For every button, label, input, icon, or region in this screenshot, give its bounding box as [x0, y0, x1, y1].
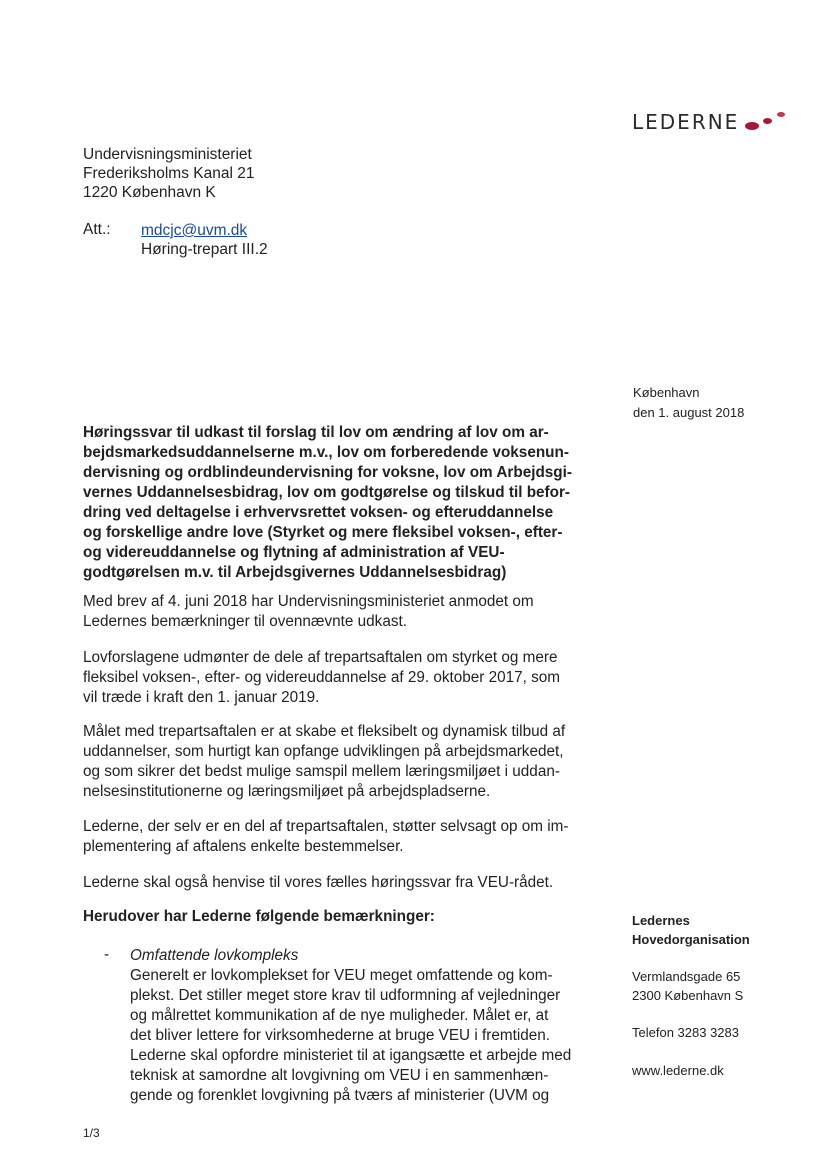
- paragraph-1: [83, 592, 583, 632]
- title-line: Høringssvar til udkast til forslag til lov om ændring af lov om ar-: [83, 424, 549, 441]
- bullet-marker: -: [104, 946, 110, 963]
- page-number: 1/3: [83, 1126, 100, 1140]
- text-line: det bliver lettere for virksomhederne at bruge VEU i fremtiden.: [130, 1027, 551, 1044]
- dateline: [633, 383, 744, 423]
- sidebar-street: Vermlandsgade 65: [632, 969, 741, 984]
- title-line: og videreuddannelse og flytning af administration af VEU-: [83, 544, 505, 561]
- logo-dots-icon: [743, 110, 791, 134]
- text-line: vil træde i kraft den 1. januar 2019.: [83, 689, 320, 706]
- text-line: Lovforslagene udmønter de dele af trepartsaftalen om styrket og mere: [83, 649, 558, 666]
- logo-wordmark: LEDERNE: [632, 110, 740, 134]
- lederne-logo: [632, 110, 791, 134]
- title-line: dervisning og ordblindeundervisning for voksne, lov om Arbejdsgi-: [83, 464, 572, 481]
- text-line: Med brev af 4. juni 2018 har Undervisningsministeriet anmodet om: [83, 593, 534, 610]
- text-line: og som sikrer det bedst mulige samspil mellem læringsmiljøet i uddan-: [83, 763, 560, 780]
- text-line: fleksibel voksen-, efter- og videreuddannelse af 29. oktober 2017, som: [83, 669, 561, 686]
- text-line: Lederne skal også henvise til vores fælles høringssvar fra VEU-rådet.: [83, 874, 554, 891]
- dateline-date: den 1. august 2018: [633, 405, 745, 420]
- text-line: plekst. Det stiller meget store krav til udformning af vejledninger: [130, 987, 561, 1004]
- dateline-city: København: [633, 385, 700, 400]
- bullet-heading: Omfattende lovkompleks: [130, 947, 299, 964]
- att-email-link[interactable]: mdcjc@uvm.dk: [141, 222, 248, 239]
- att-label: Att.:: [83, 221, 111, 238]
- text-line: uddannelser, som hurtigt kan opfange udviklingen på arbejdsmarkedet,: [83, 743, 564, 760]
- sidebar-organisation: [632, 911, 822, 949]
- subheading: Herudover har Lederne følgende bemærkninger:: [83, 908, 435, 925]
- org-name-line: Hovedorganisation: [632, 932, 750, 947]
- text-line: Ledernes bemærkninger til ovennævnte udkast.: [83, 613, 407, 630]
- text-line: og målrettet kommunikation af de nye muligheder. Målet er, at: [130, 1007, 549, 1024]
- text-line: Målet med trepartsaftalen er at skabe et fleksibelt og dynamisk tilbud af: [83, 723, 566, 740]
- att-details: [141, 221, 268, 259]
- recipient-address: [83, 145, 254, 202]
- text-line: nelsesinstitutionerne og læringsmiljøet på arbejdspladserne.: [83, 783, 491, 800]
- title-line: bejdsmarkedsuddannelserne m.v., lov om forberedende voksenun-: [83, 444, 569, 461]
- title-line: og forskellige andre love (Styrket og mere fleksibel voksen-, efter-: [83, 524, 563, 541]
- bullet-item: [130, 946, 580, 1106]
- text-line: plementering af aftalens enkelte bestemmelser.: [83, 838, 404, 855]
- paragraph-2: [83, 648, 583, 708]
- sidebar-phone: Telefon 3283 3283: [632, 1025, 739, 1040]
- sidebar-website[interactable]: www.lederne.dk: [632, 1063, 724, 1078]
- recipient-city: 1220 København K: [83, 184, 216, 201]
- text-line: teknisk at samordne alt lovgivning om VEU i en sammenhæn-: [130, 1067, 549, 1084]
- text-line: Lederne skal opfordre ministeriet til at igangsætte et arbejde med: [130, 1047, 572, 1064]
- sidebar-city: 2300 København S: [632, 988, 744, 1003]
- recipient-name: Undervisningsministeriet: [83, 146, 252, 163]
- sidebar-address: [632, 967, 822, 1005]
- text-line: Generelt er lovkomplekset for VEU meget omfattende og kom-: [130, 967, 553, 984]
- text-line: gende og forenklet lovgivning på tværs af ministerier (UVM og: [130, 1087, 550, 1104]
- title-line: vernes Uddannelsesbidrag, lov om godtgørelse og tilskud til befor-: [83, 484, 571, 501]
- text-line: Lederne, der selv er en del af trepartsaftalen, støtter selvsagt op om im-: [83, 818, 569, 835]
- paragraph-4: [83, 817, 583, 857]
- paragraph-5: [83, 873, 583, 893]
- att-reference: Høring-trepart III.2: [141, 241, 268, 258]
- recipient-street: Frederiksholms Kanal 21: [83, 165, 255, 182]
- paragraph-3: [83, 722, 583, 802]
- title-line: godtgørelsen m.v. til Arbejdsgivernes Uddannelsesbidrag): [83, 564, 507, 581]
- title-line: dring ved deltagelse i erhvervsrettet voksen- og efteruddannelse: [83, 504, 554, 521]
- letter-title: [83, 423, 583, 583]
- org-name-line: Ledernes: [632, 913, 690, 928]
